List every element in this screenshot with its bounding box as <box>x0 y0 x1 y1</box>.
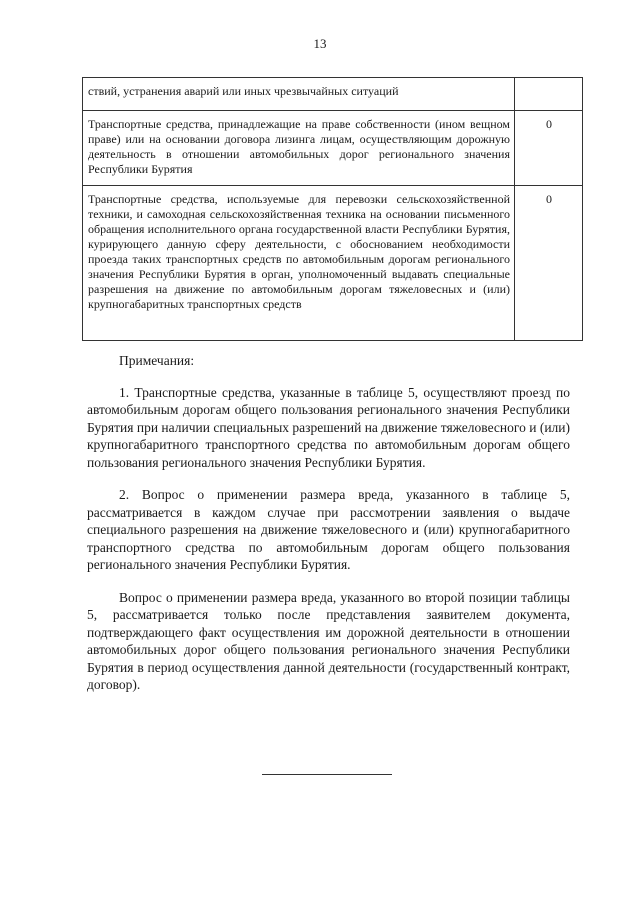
note-paragraph-1: 1. Транспортные средства, указанные в таблице 5, осуществляют проезд по автомобильным дорогам общего пользования регионального значения Республики Бурятия при наличии специальных разрешений на движение тяжеловесного и (или) крупногабаритного транспортного средства по автомобильным дорогам общего пользования регионального значения Республики Бурятия. <box>87 384 570 470</box>
end-separator-line <box>262 774 392 775</box>
notes-section <box>87 352 570 709</box>
vehicle-harm-table <box>82 77 583 341</box>
table-row <box>83 78 583 111</box>
note-paragraph-2: 2. Вопрос о применении размера вреда, указанного в таблице 5, рассматривается в каждом случае при рассмотрении заявления о выдаче специального разрешения на движение тяжеловесного и (или) крупногабаритного транспортного средства по автомобильным дорогам общего пользования регионального значения Республики Бурятия. <box>87 487 570 572</box>
row-description: Транспортные средства, используемые для перевозки сельскохозяйственной техники, и самоходная сельскохозяйственная техника на основании письменного обращения исполнительного органа государственной власти Республики Бурятия, курирующего данную сферу деятельности, с обоснованием необходимости проезда таких транспортных средств по автомобильным дорогам регионального значения Республики Бурятия в орган, уполномоченный выдавать специальные разрешения на движение по автомобильным дорогам тяжеловесных и (или) крупногабаритных транспортных средств <box>83 186 515 341</box>
table-row <box>83 111 583 186</box>
row-value <box>515 78 583 111</box>
row-description: ствий, устранения аварий или иных чрезвычайных ситуаций <box>83 78 515 111</box>
page-number: 13 <box>313 36 327 51</box>
notes-heading: Примечания: <box>119 353 195 368</box>
row-description: Транспортные средства, принадлежащие на праве собственности (ином вещном праве) или на основании договора лизинга лицам, осуществляющим дорожную деятельность в отношении автомобильных дорог регионального значения Республики Бурятия <box>83 111 515 186</box>
row-value: 0 <box>515 111 583 186</box>
table-row <box>83 186 583 341</box>
note-paragraph-3: Вопрос о применении размера вреда, указанного во второй позиции таблицы 5, рассматривается только после представления заявителем документа, подтверждающего факт осуществления им дорожной деятельности в отношении автомобильных дорог общего пользования регионального значения Республики Бурятия в период осуществления данной деятельности (государственный контракт, договор). <box>87 589 570 692</box>
row-value: 0 <box>515 186 583 341</box>
